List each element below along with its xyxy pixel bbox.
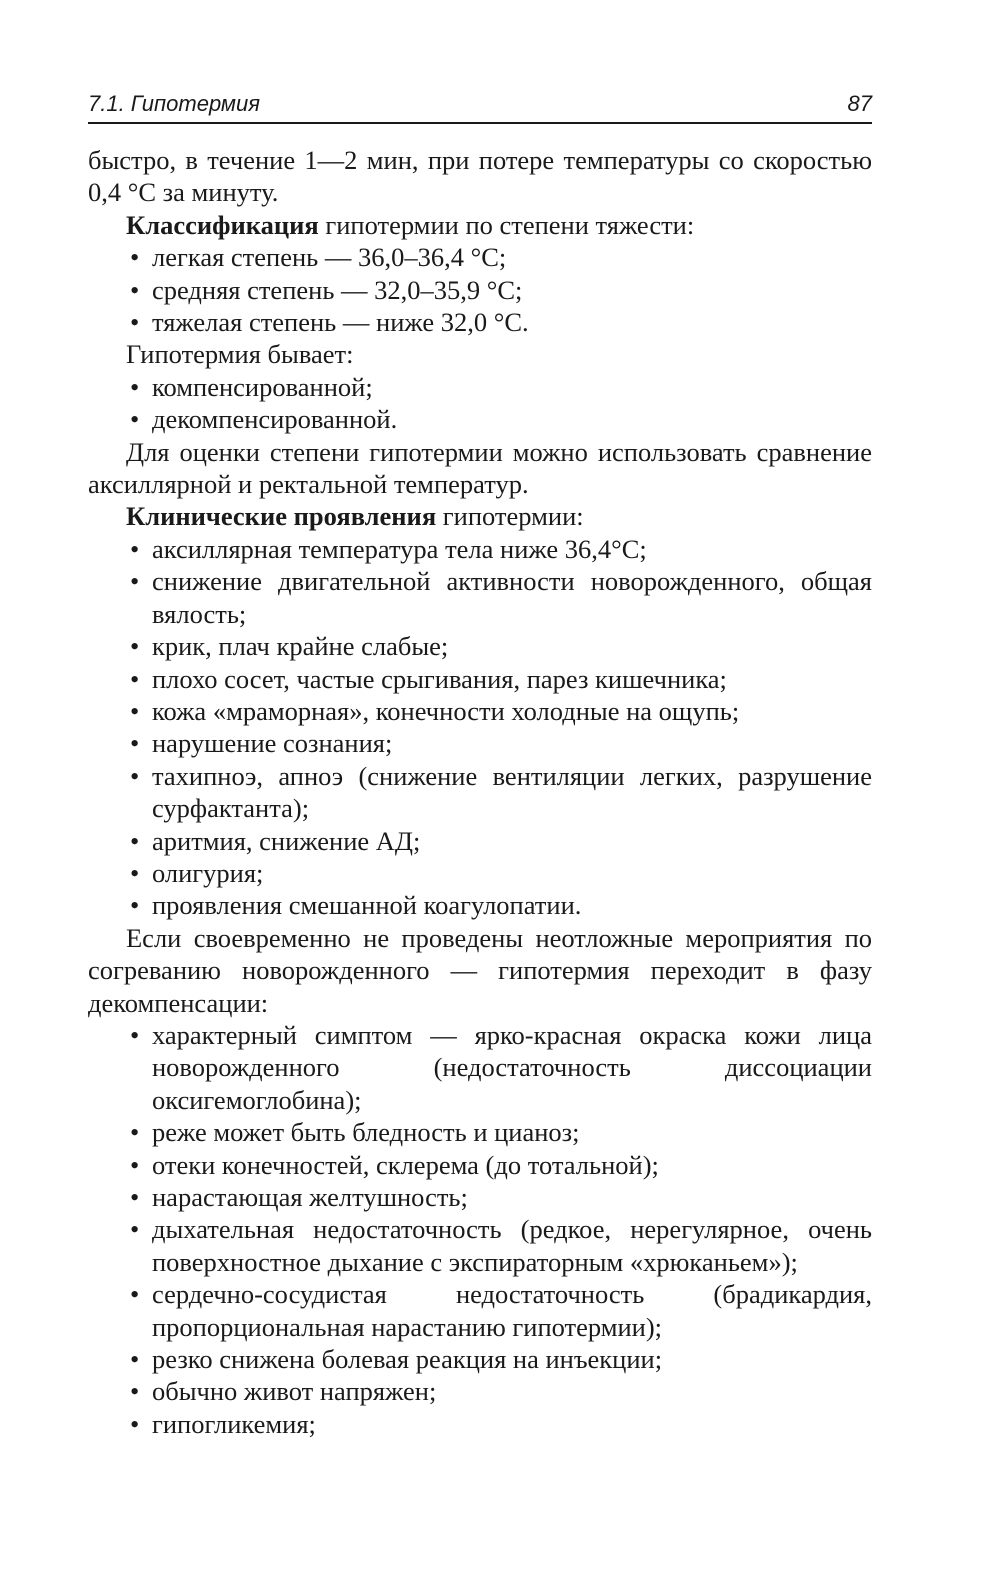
page-number: 87 bbox=[847, 91, 872, 116]
decompensation-paragraph: Если своевременно не проведены неотложные мероприятия по согреванию новорожденного — гипотермия переходит в фазу декомпенсации: bbox=[88, 922, 872, 1018]
list-item: • сердечно-сосудистая недостаточность (брадикардия, пропорциональная нарастанию гипотермии); bbox=[114, 1278, 872, 1343]
list-item: • реже может быть бледность и цианоз; bbox=[114, 1116, 872, 1148]
classification-bold: Классификация bbox=[126, 209, 319, 240]
list-item: • характерный симптом — ярко-красная окраска кожи лица новорожденного (недостаточность диссоциации оксигемоглобина); bbox=[114, 1019, 872, 1116]
list-item: • снижение двигательной активности новорожденного, общая вялость; bbox=[88, 565, 872, 630]
list-item: • тяжелая степень — ниже 32,0 °С. bbox=[88, 306, 872, 338]
list-item: • декомпенсированной. bbox=[88, 403, 872, 435]
classification-heading bbox=[88, 209, 872, 241]
list-item: • дыхательная недостаточность (редкое, нерегулярное, очень поверхностное дыхание с экспираторным «хрюканьем»); bbox=[114, 1213, 872, 1278]
clinical-rest: гипотермии: bbox=[436, 501, 584, 532]
classification-list bbox=[88, 241, 872, 338]
list-item: • резко снижена болевая реакция на инъекции; bbox=[114, 1343, 872, 1375]
classification-rest: гипотермии по степени тяжести: bbox=[318, 209, 695, 240]
list-item: • проявления смешанной коагулопатии. bbox=[88, 889, 872, 921]
clinical-heading bbox=[88, 500, 872, 532]
clinical-list bbox=[88, 533, 872, 922]
body-text bbox=[88, 144, 872, 1440]
assessment-paragraph: Для оценки степени гипотермии можно использовать сравнение аксиллярной и ректальной температур. bbox=[88, 436, 872, 500]
list-item: • тахипноэ, апноэ (снижение вентиляции легких, разрушение сурфактанта); bbox=[88, 760, 872, 825]
clinical-bold: Клинические проявления bbox=[126, 501, 437, 532]
types-heading: Гипотермия бывает: bbox=[126, 339, 354, 370]
list-item: • олигурия; bbox=[88, 857, 872, 889]
book-page bbox=[88, 88, 872, 1440]
intro-paragraph: быстро, в течение 1—2 мин, при потере температуры со скоростью 0,4 °С за минуту. bbox=[88, 145, 872, 208]
list-item: • нарушение сознания; bbox=[88, 727, 872, 759]
list-item: • отеки конечностей, склерема (до тотальной); bbox=[114, 1149, 872, 1181]
list-item: • легкая степень — 36,0–36,4 °С; bbox=[88, 241, 872, 273]
running-header bbox=[88, 88, 872, 124]
list-item: • аксиллярная температура тела ниже 36,4°С; bbox=[88, 533, 872, 565]
list-item: • нарастающая желтушность; bbox=[114, 1181, 872, 1213]
list-item: • гипогликемия; bbox=[114, 1408, 872, 1440]
list-item: • плохо сосет, частые срыгивания, парез кишечника; bbox=[88, 663, 872, 695]
decompensation-list bbox=[114, 1019, 872, 1440]
list-item: • обычно живот напряжен; bbox=[114, 1375, 872, 1407]
list-item: • средняя степень — 32,0–35,9 °С; bbox=[88, 274, 872, 306]
list-item: • крик, плач крайне слабые; bbox=[88, 630, 872, 662]
list-item: • компенсированной; bbox=[88, 371, 872, 403]
types-list bbox=[88, 371, 872, 436]
list-item: • кожа «мраморная», конечности холодные на ощупь; bbox=[88, 695, 872, 727]
section-title: 7.1. Гипотермия bbox=[88, 91, 261, 116]
list-item: • аритмия, снижение АД; bbox=[88, 825, 872, 857]
